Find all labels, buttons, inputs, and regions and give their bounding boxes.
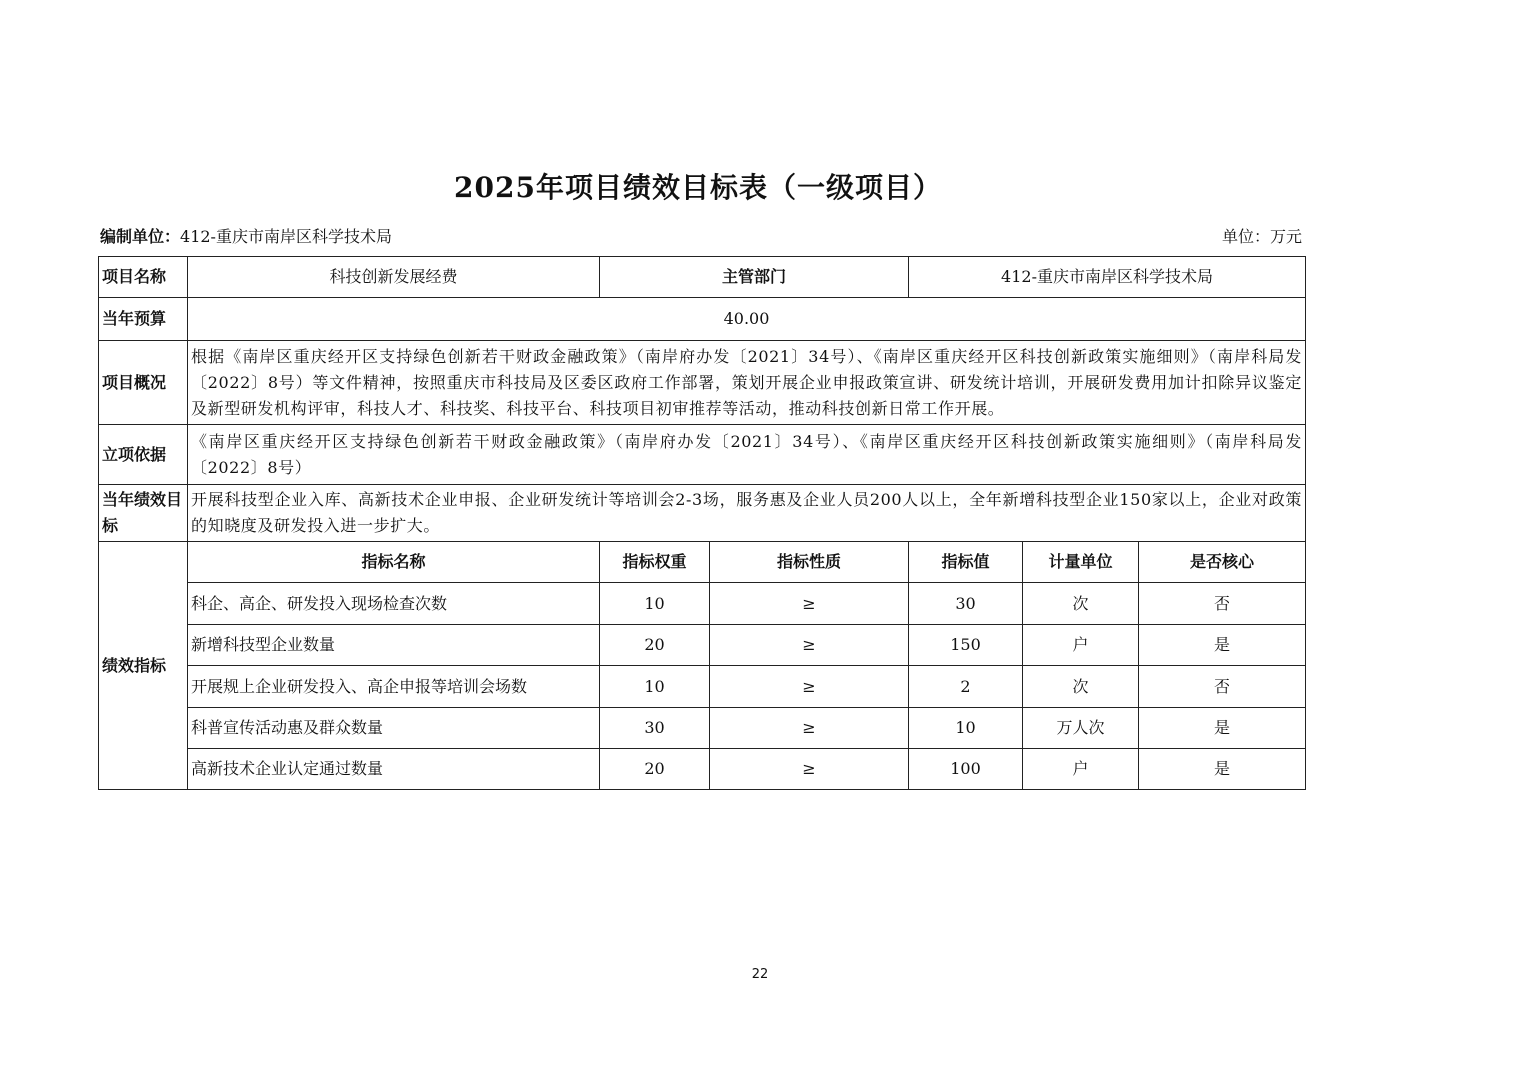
indicator-name: 科企、高企、研发投入现场检查次数 — [188, 583, 600, 625]
basis-row — [99, 425, 1306, 485]
basis-label: 立项依据 — [99, 425, 188, 485]
indicator-value: 30 — [909, 583, 1023, 625]
indicator-row — [99, 708, 1306, 749]
indicator-value: 2 — [909, 666, 1023, 708]
indicator-name: 科普宣传活动惠及群众数量 — [188, 708, 600, 749]
indicator-row — [99, 666, 1306, 708]
indicator-row — [99, 625, 1306, 666]
header-indicator-name: 指标名称 — [188, 542, 600, 583]
indicator-value: 150 — [909, 625, 1023, 666]
header-unit: 计量单位 — [1023, 542, 1139, 583]
page-number: 22 — [751, 967, 769, 982]
indicator-value: 10 — [909, 708, 1023, 749]
indicator-unit: 万人次 — [1023, 708, 1139, 749]
indicator-nature: ≥ — [710, 625, 909, 666]
indicator-nature: ≥ — [710, 708, 909, 749]
indicator-weight: 20 — [600, 749, 710, 790]
project-name-label: 项目名称 — [99, 257, 188, 298]
basis-text: 《南岸区重庆经开区支持绿色创新若干财政金融政策》（南岸府办发〔2021〕34号）、《南岸区重庆经开区科技创新政策实施细则》（南岸科局发〔2022〕8号） — [188, 425, 1306, 485]
goal-text: 开展科技型企业入库、高新技术企业申报、企业研发统计等培训会2-3场，服务惠及企业人员200人以上，全年新增科技型企业150家以上，企业对政策的知晓度及研发投入进一步扩大。 — [188, 485, 1306, 542]
header-nature: 指标性质 — [710, 542, 909, 583]
indicator-value: 100 — [909, 749, 1023, 790]
page-title: 2025年项目绩效目标表（一级项目） — [454, 171, 942, 204]
org-unit-line — [100, 224, 1304, 247]
indicator-unit: 次 — [1023, 666, 1139, 708]
indicator-name: 新增科技型企业数量 — [188, 625, 600, 666]
overview-row — [99, 341, 1306, 425]
indicator-name: 开展规上企业研发投入、高企申报等培训会场数 — [188, 666, 600, 708]
indicator-row — [99, 749, 1306, 790]
currency-unit: 单位：万元 — [1221, 227, 1302, 246]
dept-value: 412-重庆市南岸区科学技术局 — [909, 257, 1306, 298]
project-name-row — [99, 257, 1306, 298]
dept-label: 主管部门 — [600, 257, 909, 298]
indicator-core: 否 — [1139, 666, 1306, 708]
overview-text: 根据《南岸区重庆经开区支持绿色创新若干财政金融政策》（南岸府办发〔2021〕34号）、《南岸区重庆经开区科技创新政策实施细则》（南岸科局发〔2022〕8号）等文件精神，按照重庆市科技局及区委区政府工作部署，策划开展企业申报政策宣讲、研发统计培训，开展研发费用加计扣除异议鉴定及新型研发机构评审，科技人才、科技奖、科技平台、科技项目初审推荐等活动，推动科技创新日常工作开展。 — [188, 341, 1306, 425]
indicator-unit: 户 — [1023, 625, 1139, 666]
indicator-header-row — [99, 542, 1306, 583]
indicator-row — [99, 583, 1306, 625]
indicator-core: 是 — [1139, 708, 1306, 749]
indicator-core: 否 — [1139, 583, 1306, 625]
header-weight: 指标权重 — [600, 542, 710, 583]
indicator-weight: 20 — [600, 625, 710, 666]
goal-label: 当年绩效目标 — [99, 485, 188, 542]
goal-row — [99, 485, 1306, 542]
indicator-weight: 30 — [600, 708, 710, 749]
budget-value: 40.00 — [188, 298, 1306, 341]
org-unit-label: 编制单位： — [100, 227, 181, 246]
performance-table — [98, 256, 1306, 790]
indicator-nature: ≥ — [710, 666, 909, 708]
indicator-weight: 10 — [600, 666, 710, 708]
project-name-value: 科技创新发展经费 — [188, 257, 600, 298]
indicator-nature: ≥ — [710, 749, 909, 790]
header-core: 是否核心 — [1139, 542, 1306, 583]
indicator-unit: 次 — [1023, 583, 1139, 625]
indicator-weight: 10 — [600, 583, 710, 625]
indicators-label: 绩效指标 — [99, 542, 188, 790]
indicator-nature: ≥ — [710, 583, 909, 625]
budget-label: 当年预算 — [99, 298, 188, 341]
indicator-unit: 户 — [1023, 749, 1139, 790]
indicator-name: 高新技术企业认定通过数量 — [188, 749, 600, 790]
header-value: 指标值 — [909, 542, 1023, 583]
indicator-core: 是 — [1139, 749, 1306, 790]
indicator-core: 是 — [1139, 625, 1306, 666]
overview-label: 项目概况 — [99, 341, 188, 425]
org-unit-value: 412-重庆市南岸区科学技术局 — [180, 227, 392, 246]
budget-row — [99, 298, 1306, 341]
